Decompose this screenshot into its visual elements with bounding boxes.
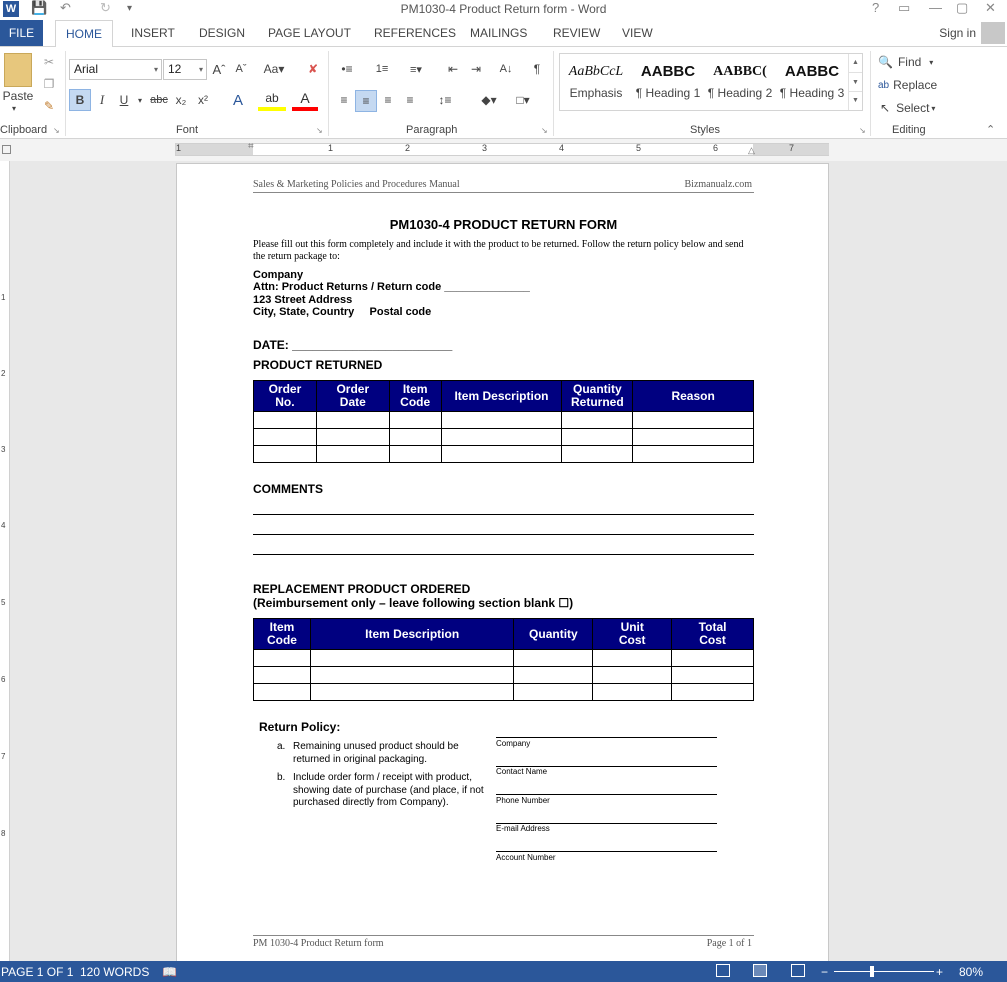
tab-references[interactable]: REFERENCES xyxy=(374,26,457,40)
tab-home[interactable]: HOME xyxy=(55,20,113,47)
address-street: 123 Street Address xyxy=(253,294,353,306)
signature-line[interactable] xyxy=(496,851,717,852)
tab-review[interactable]: REVIEW xyxy=(553,26,601,40)
signature-line[interactable] xyxy=(496,794,717,795)
policy-item-a: a. Remaining unused product should be returned in original packaging. xyxy=(277,741,459,765)
select-cursor-icon: ↖ xyxy=(880,101,891,115)
page-count[interactable]: PAGE 1 OF 1 xyxy=(1,965,74,979)
header-left-text: Sales & Marketing Policies and Procedures Manual xyxy=(253,179,460,190)
font-launcher-icon[interactable]: ↘ xyxy=(316,126,323,135)
replacement-subtitle: (Reimbursement only – leave following section blank ☐) xyxy=(253,596,574,610)
header-right-text: Bizmanualz.com xyxy=(684,179,752,190)
styles-group-label: Styles xyxy=(690,124,720,136)
tab-page-layout[interactable]: PAGE LAYOUT xyxy=(268,26,351,40)
style-heading-1[interactable]: AABBC ¶ Heading 1 xyxy=(635,63,701,100)
comment-line[interactable] xyxy=(253,534,754,535)
sig-label-phone-number: Phone Number xyxy=(496,796,550,805)
decrease-indent-icon[interactable]: ⇤ xyxy=(447,62,459,76)
underline-dropdown-icon[interactable]: ▾ xyxy=(137,95,142,105)
replacement-heading: REPLACEMENT PRODUCT ORDERED xyxy=(253,582,471,596)
table-row[interactable] xyxy=(254,684,754,701)
change-case-icon[interactable]: Aa▾ xyxy=(263,62,285,76)
shading-icon[interactable]: ◆▾ xyxy=(481,93,497,107)
comment-line[interactable] xyxy=(253,514,754,515)
print-layout-icon[interactable] xyxy=(753,964,767,977)
replacement-table xyxy=(253,618,754,701)
col-order-date: Order Date xyxy=(316,381,389,412)
col-total-cost: Total Cost xyxy=(672,619,754,650)
table-row[interactable] xyxy=(254,412,754,429)
align-right-icon[interactable]: ≡ xyxy=(384,93,392,107)
subscript-button[interactable]: x₂ xyxy=(175,93,187,107)
word-count[interactable]: 120 WORDS xyxy=(80,965,150,979)
find-dropdown-icon: ▾ xyxy=(929,57,934,67)
word-app-icon[interactable]: W xyxy=(3,1,19,17)
user-avatar-icon[interactable] xyxy=(981,22,1005,44)
find-icon: 🔍 xyxy=(878,55,893,69)
clipboard-group-label: Clipboard xyxy=(0,124,48,136)
styles-more-icon[interactable]: ▼ xyxy=(849,91,862,109)
proofing-icon[interactable]: 📖 xyxy=(162,965,177,979)
font-name-box[interactable]: Arial ▾ xyxy=(69,59,162,80)
footer-page-number: Page 1 of 1 xyxy=(706,938,752,949)
col-item-description: Item Description xyxy=(310,619,514,650)
collapse-ribbon-icon[interactable]: ⌃ xyxy=(986,124,996,136)
vertical-ruler[interactable]: 1 2 3 4 5 6 7 8 xyxy=(0,161,10,961)
style-emphasis[interactable]: AaBbCcL Emphasis xyxy=(568,64,624,100)
replace-icon: ab xyxy=(878,79,890,91)
ribbon-tabs xyxy=(0,20,1007,46)
cut-icon[interactable]: ✂ xyxy=(43,55,55,69)
left-indent-marker-icon[interactable]: ⌗ xyxy=(248,141,254,152)
superscript-button[interactable]: x² xyxy=(198,93,208,107)
form-title: PM1030-4 PRODUCT RETURN FORM xyxy=(389,217,618,232)
line-spacing-icon[interactable]: ↕≡ xyxy=(438,93,452,107)
read-mode-icon[interactable] xyxy=(716,964,730,977)
paste-button[interactable]: Paste xyxy=(2,89,34,103)
title-bar xyxy=(0,0,1007,20)
text-effects-icon[interactable]: A xyxy=(232,91,243,109)
sort-icon[interactable]: A↓ xyxy=(499,63,513,75)
address-city: City, State, Country Postal code xyxy=(253,306,432,318)
address-attn: Attn: Product Returns / Return code ______________ xyxy=(253,281,530,293)
right-indent-marker-icon[interactable]: △ xyxy=(748,145,755,155)
bullets-icon[interactable]: •≡ xyxy=(341,62,353,76)
borders-icon[interactable]: □▾ xyxy=(516,93,530,107)
styles-launcher-icon[interactable]: ↘ xyxy=(859,126,866,135)
tab-view[interactable]: VIEW xyxy=(622,26,653,40)
editing-group-label: Editing xyxy=(892,124,926,136)
customize-quick-access-icon[interactable]: ▾ xyxy=(127,3,133,14)
close-icon[interactable]: ✕ xyxy=(985,0,996,15)
col-quantity: Quantity xyxy=(514,619,593,650)
zoom-slider-thumb[interactable] xyxy=(870,966,874,977)
tab-mailings[interactable]: MAILINGS xyxy=(470,26,528,40)
header-rule xyxy=(253,192,754,193)
multilevel-list-icon[interactable]: ≡▾ xyxy=(410,63,422,76)
minimize-icon[interactable]: — xyxy=(929,0,942,15)
product-returned-heading: PRODUCT RETURNED xyxy=(253,358,383,372)
align-center-icon[interactable]: ≡ xyxy=(355,90,377,112)
justify-icon[interactable]: ≡ xyxy=(406,93,414,107)
table-row[interactable] xyxy=(254,429,754,446)
horizontal-ruler[interactable]: 1 1 2 3 4 5 6 7 ⌗ △ xyxy=(175,143,829,156)
sig-label-contact-name: Contact Name xyxy=(496,767,548,776)
select-dropdown-icon: ▾ xyxy=(931,103,936,113)
zoom-level[interactable]: 80% xyxy=(959,965,984,979)
tab-insert[interactable]: INSERT xyxy=(131,26,175,40)
col-item-code: Item Code xyxy=(389,381,441,412)
table-row[interactable] xyxy=(254,446,754,463)
comments-heading: COMMENTS xyxy=(253,482,323,496)
format-painter-icon[interactable]: ✎ xyxy=(43,99,55,113)
save-icon[interactable]: 💾 xyxy=(31,0,48,15)
col-order-no: Order No. xyxy=(254,381,317,412)
copy-icon[interactable]: ❐ xyxy=(43,77,55,91)
product-returned-table xyxy=(253,380,754,463)
align-left-icon[interactable]: ≡ xyxy=(340,93,348,107)
paragraph-launcher-icon[interactable]: ↘ xyxy=(541,126,548,135)
col-item-description: Item Description xyxy=(441,381,562,412)
table-row[interactable] xyxy=(254,650,754,667)
paragraph-group-label: Paragraph xyxy=(406,124,458,136)
comment-line[interactable] xyxy=(253,554,754,555)
bold-button[interactable]: B xyxy=(69,89,91,111)
date-field: DATE: ________________________ xyxy=(253,338,453,352)
footer-rule xyxy=(253,935,754,936)
font-color-icon[interactable]: A xyxy=(292,89,318,111)
form-intro: Please fill out this form completely and include it with the product to be returned. Follow the return policy below and send the return package to: xyxy=(253,239,744,262)
policy-item-b: b. Include order form / receipt with product, showing date of purchase (and place, if not purchased directly from Company). xyxy=(277,772,484,808)
paste-dropdown-icon[interactable]: ▾ xyxy=(12,104,17,113)
highlight-color-icon[interactable]: ab xyxy=(258,89,286,111)
signature-line[interactable] xyxy=(496,737,717,738)
redo-icon[interactable]: ↻ xyxy=(100,0,111,15)
strikethrough-button[interactable]: abc xyxy=(150,94,168,106)
shrink-font-icon[interactable]: Aˇ xyxy=(235,63,247,75)
font-size-box[interactable]: 12 ▾ xyxy=(163,59,207,80)
status-bar xyxy=(0,961,1007,982)
increase-indent-icon[interactable]: ⇥ xyxy=(470,62,482,76)
styles-scroll[interactable] xyxy=(848,54,862,110)
style-heading-3[interactable]: AABBC ¶ Heading 3 xyxy=(779,63,845,100)
maximize-icon[interactable]: ▢ xyxy=(956,0,969,15)
footer-left-text: PM 1030-4 Product Return form xyxy=(253,938,384,949)
zoom-in-icon[interactable]: + xyxy=(936,965,944,979)
zoom-slider[interactable] xyxy=(834,971,934,972)
col-reason: Reason xyxy=(633,381,754,412)
tab-file[interactable]: FILE xyxy=(0,20,43,46)
help-icon[interactable]: ? xyxy=(872,0,880,15)
italic-button[interactable]: I xyxy=(99,92,105,107)
col-quantity-returned: Quantity Returned xyxy=(562,381,633,412)
tab-selector-icon[interactable] xyxy=(2,145,11,154)
paste-icon[interactable] xyxy=(4,53,32,87)
zoom-out-icon[interactable]: − xyxy=(821,965,829,979)
show-formatting-marks-icon[interactable]: ¶ xyxy=(533,62,541,76)
return-policy-heading: Return Policy: xyxy=(259,720,341,734)
numbering-icon[interactable]: 1≡ xyxy=(375,63,389,75)
undo-icon[interactable]: ↶ xyxy=(60,0,71,15)
style-heading-2[interactable]: AABBC( ¶ Heading 2 xyxy=(707,64,773,100)
window-title: PM1030-4 Product Return form - Word xyxy=(400,2,607,16)
col-unit-cost: Unit Cost xyxy=(593,619,672,650)
sig-label-account-number: Account Number xyxy=(496,853,556,862)
font-group-label: Font xyxy=(176,124,199,136)
grow-font-icon[interactable]: Aˆ xyxy=(212,61,226,77)
sign-in-link[interactable]: Sign in xyxy=(939,26,976,40)
clipboard-launcher-icon[interactable]: ↘ xyxy=(53,126,60,135)
ribbon-display-options-icon[interactable]: ▭ xyxy=(898,0,911,15)
col-item-code: Item Code xyxy=(254,619,311,650)
select-button[interactable]: ↖ Select ▾ xyxy=(880,101,936,115)
sig-label-email-address: E-mail Address xyxy=(496,824,550,833)
table-row[interactable] xyxy=(254,667,754,684)
document-page[interactable] xyxy=(176,163,829,961)
find-button[interactable]: 🔍 Find ▾ xyxy=(878,55,934,69)
sig-label-company: Company xyxy=(496,739,531,748)
ribbon xyxy=(0,46,1007,139)
clear-formatting-icon[interactable]: ✘ xyxy=(307,62,319,76)
styles-scroll-up-icon[interactable]: ▲ xyxy=(852,59,859,66)
replace-button[interactable]: ab Replace xyxy=(878,78,938,92)
ruler-area xyxy=(0,139,1007,161)
address-company: Company xyxy=(253,269,304,281)
web-layout-icon[interactable] xyxy=(791,964,805,977)
styles-scroll-down-icon[interactable]: ▼ xyxy=(849,72,862,91)
tab-design[interactable]: DESIGN xyxy=(199,26,246,40)
styles-gallery xyxy=(559,53,863,111)
underline-button[interactable]: U xyxy=(119,93,129,107)
